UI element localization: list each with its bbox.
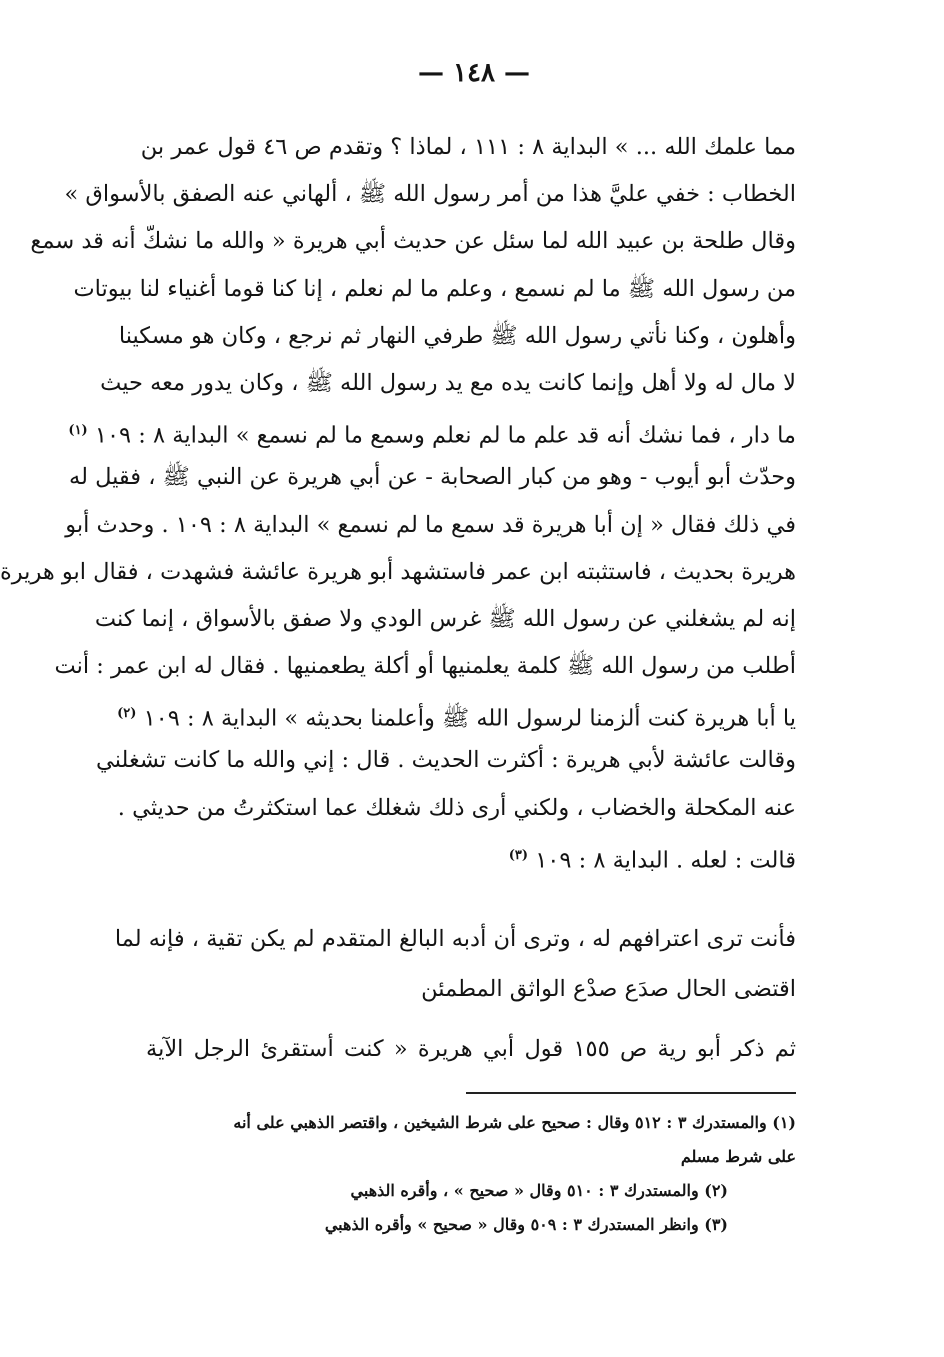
para2-line-1: فأنت ترى اعترافهم له ، وترى أن أدبه البالغ المتقدم لم يكن تقية ، فإنه لما bbox=[114, 926, 796, 952]
text-line-13 bbox=[117, 690, 796, 737]
text-line-7-body: ما دار ، فما نشك أنه قد علم ما لم نعلم وسمع ما لم نسمع » البداية ٨ : ١٠٩ bbox=[94, 422, 796, 449]
footnote-ref-3[interactable]: (٣) bbox=[508, 847, 529, 863]
text-line-12: أطلب من رسول الله ﷺ كلمة يعلمنيها أو أكلة يطعمنيها . فقال له ابن عمر : أنت bbox=[54, 653, 796, 680]
text-line-4: من رسول الله ﷺ ما لم نسمع ، وعلم ما لم نعلم ، إنا كنا قوما أغنياء لنا بيوتات bbox=[73, 275, 796, 302]
footnote-2: (٢) والمستدرك ٣ : ٥١٠ وقال « صحيح » ، وأقره الذهبي bbox=[350, 1181, 728, 1200]
main-paragraph bbox=[0, 124, 796, 879]
text-line-7 bbox=[68, 407, 796, 454]
text-line-16-body: قالت : لعله . البداية ٨ : ١٠٩ bbox=[535, 847, 796, 874]
text-line-9: في ذلك فقال « إن أبا هريرة قد سمع ما لم نسمع » البداية ٨ : ١٠٩ . وحدث أبو bbox=[65, 511, 796, 538]
text-line-5: وأهلون ، وكنا نأتي رسول الله ﷺ طرفي النهار ثم نرجع ، وكان هو مسكينا bbox=[118, 322, 796, 349]
text-line-3: وقال طلحة بن عبيد الله لما سئل عن حديث أبي هريرة « والله ما نشكّ أنه قد سمع bbox=[30, 228, 796, 255]
text-line-16 bbox=[146, 832, 796, 879]
footnote-ref-2[interactable]: (٢) bbox=[117, 706, 137, 722]
footnote-divider bbox=[466, 1092, 796, 1094]
footnote-ref-1[interactable]: (١) bbox=[68, 423, 88, 439]
para2-line-2: اقتضى الحال صدَع صدْع الواثق المطمئن bbox=[421, 976, 796, 1002]
third-paragraph: ثم ذكر أبو رية ص ١٥٥ قول أبي هريرة « كنت أستقرئ الرجل الآية bbox=[146, 1036, 796, 1062]
text-line-13-body: يا أبا هريرة كنت ألزمنا لرسول الله ﷺ وأعلمنا بحديثه » البداية ٨ : ١٠٩ bbox=[143, 705, 796, 732]
second-paragraph bbox=[114, 914, 796, 1014]
text-line-8: وحدّث أبو أيوب - وهو من كبار الصحابة - عن أبي هريرة عن النبي ﷺ ، فقيل له bbox=[69, 464, 796, 491]
text-line-6: لا مال له ولا أهل وإنما كانت يده مع يد رسول الله ﷺ ، وكان يدور معه حيث bbox=[100, 369, 796, 396]
page-number: — ١٤٨ — bbox=[417, 58, 531, 88]
text-line-1: مما علمك الله ... » البداية ٨ : ١١١ ، لماذا ؟ وتقدم ص ٤٦ قول عمر بن bbox=[140, 134, 796, 160]
text-line-2: الخطاب : خفي عليَّ هذا من أمر رسول الله ﷺ ، ألهاني عنه الصفق بالأسواق » bbox=[64, 181, 796, 208]
text-line-10: هريرة بحديث ، فاستثبته ابن عمر فاستشهد أبو هريرة عائشة فشهدت ، فقال ابو هريرة bbox=[0, 558, 796, 585]
footnote-1: (١) والمستدرك ٣ : ٥١٢ وقال : صحيح على شرط الشيخين ، واقتصر الذهبي على أنه bbox=[233, 1113, 796, 1132]
text-line-15: عنه المكحلة والخضاب ، ولكني أرى ذلك شغلك عما استكثرتُ من حديثي . bbox=[117, 794, 796, 821]
footnotes bbox=[136, 1106, 796, 1242]
footnote-3: (٣) وانظر المستدرك ٣ : ٥٠٩ وقال « صحيح » وأقره الذهبي bbox=[324, 1215, 728, 1234]
text-line-11: إنه لم يشغلني عن رسول الله ﷺ غرس الودي ولا صفق بالأسواق ، إنما كنت bbox=[94, 605, 796, 632]
footnote-1-continued: على شرط مسلم bbox=[680, 1147, 796, 1166]
text-line-14: وقالت عائشة لأبي هريرة : أكثرت الحديث . قال : إني والله ما كانت تشغلني bbox=[95, 747, 796, 774]
